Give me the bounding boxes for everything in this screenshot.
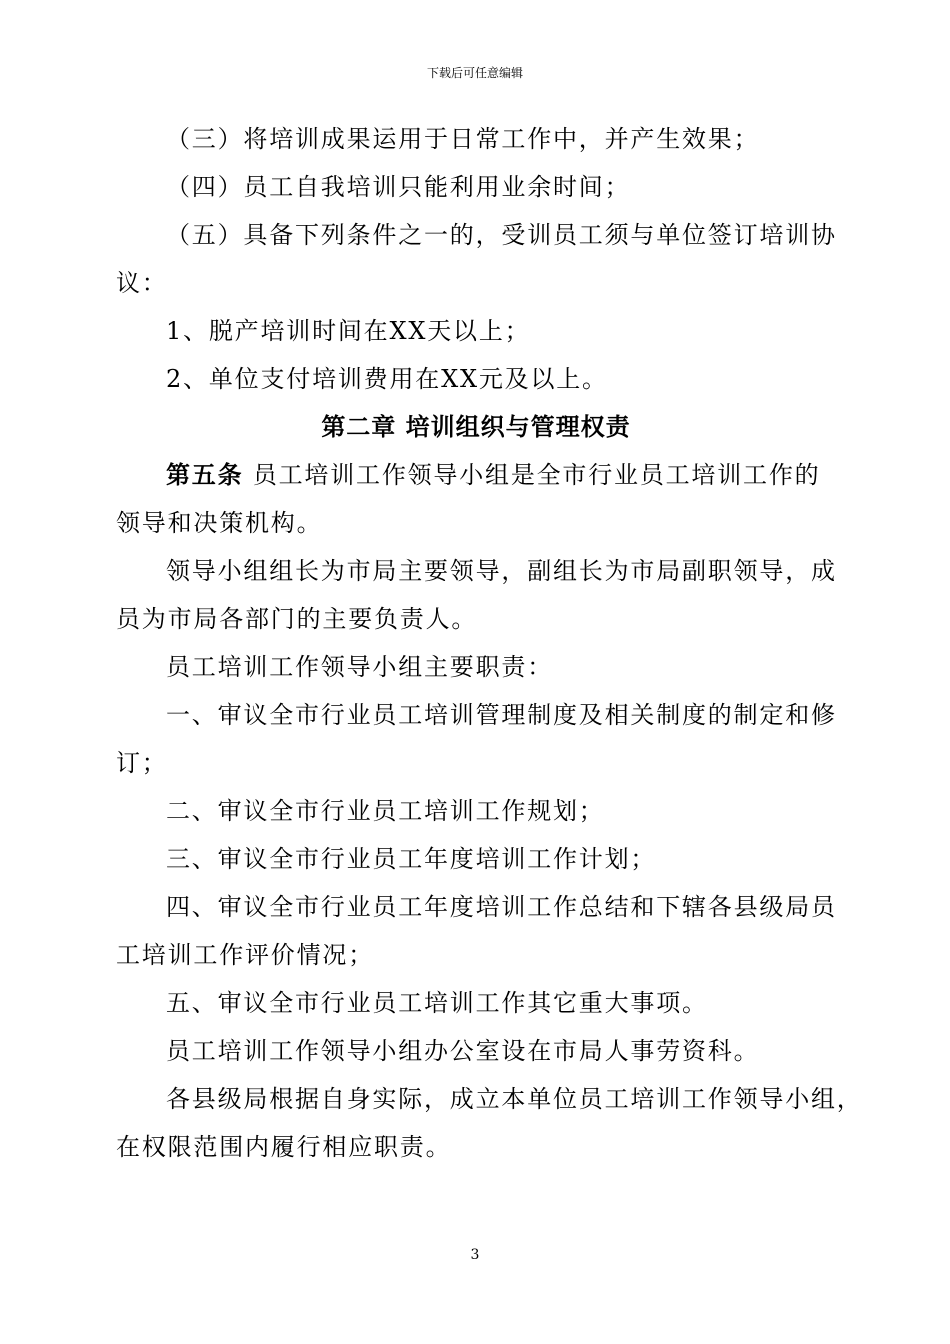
document-body <box>116 115 863 1171</box>
article-5-label: 第五条 <box>166 460 244 489</box>
leadership-composition-line-1: 领导小组组长为市局主要领导，副组长为市局副职领导，成 <box>166 557 837 585</box>
county-bureau-line-1: 各县级局根据自身实际，成立本单位员工培训工作领导小组， <box>166 1085 863 1113</box>
duties-heading: 员工培训工作领导小组主要职责： <box>166 653 553 681</box>
duty-1-line-2: 订； <box>116 749 168 777</box>
article-5-line-1 <box>116 451 836 499</box>
paragraph-item-5-line-1: （五）具备下列条件之一的，受训员工须与单位签订培训协 <box>166 221 837 249</box>
paragraph-item-4: （四）员工自我培训只能利用业余时间； <box>166 173 631 201</box>
duty-4-line-2: 工培训工作评价情况； <box>116 941 374 969</box>
county-bureau-line-2: 在权限范围内履行相应职责。 <box>116 1133 452 1161</box>
duty-1-line-1: 一、审议全市行业员工培训管理制度及相关制度的制定和修 <box>166 701 837 729</box>
duty-5: 五、审议全市行业员工培训工作其它重大事项。 <box>166 989 708 1017</box>
article-5-line-2: 领导和决策机构。 <box>116 509 323 537</box>
chapter-title: 第二章 培训组织与管理权责 <box>321 412 631 441</box>
paragraph-item-5-line-2: 议： <box>116 269 168 297</box>
condition-2: 2、单位支付培训费用在XX元及以上。 <box>166 365 608 393</box>
duty-4-line-1: 四、审议全市行业员工年度培训工作总结和下辖各县级局员 <box>166 893 837 921</box>
duty-3: 三、审议全市行业员工年度培训工作计划； <box>166 845 657 873</box>
article-5-text: 员工培训工作领导小组是全市行业员工培训工作的 <box>243 461 821 489</box>
page-number: 3 <box>470 1247 480 1263</box>
paragraph-item-3: （三）将培训成果运用于日常工作中，并产生效果； <box>166 125 760 153</box>
page-header: 下载后可任意编辑 <box>426 66 523 80</box>
duty-2: 二、审议全市行业员工培训工作规划； <box>166 797 605 825</box>
condition-1: 1、脱产培训时间在XX天以上； <box>166 317 531 345</box>
office-location: 员工培训工作领导小组办公室设在市局人事劳资科。 <box>166 1037 760 1065</box>
leadership-composition-line-2: 员为市局各部门的主要负责人。 <box>116 605 478 633</box>
